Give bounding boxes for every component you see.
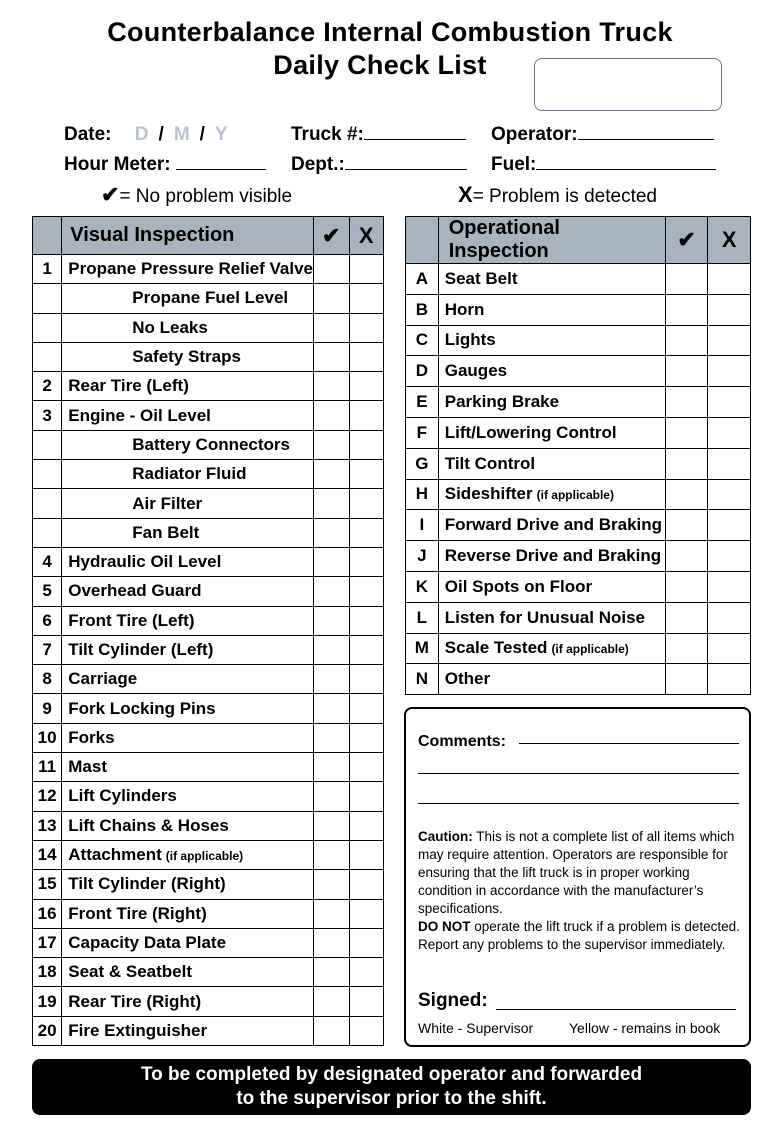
check-cell[interactable] [314,460,350,489]
table-row [406,387,751,418]
row-item [62,899,314,928]
fuel-field[interactable] [491,154,716,176]
x-cell[interactable] [349,840,383,869]
row-item [438,417,665,448]
x-cell[interactable] [349,401,383,430]
row-item [62,255,314,284]
table-row [406,541,751,572]
x-cell[interactable] [349,899,383,928]
item-label: Carriage [68,669,138,689]
row-item [62,958,314,987]
item-note: (if applicable) [165,849,244,864]
table-row [33,430,384,459]
dept-field[interactable] [291,154,467,176]
table-row [33,694,384,723]
check-cell[interactable] [314,899,350,928]
hour-meter-label: Hour Meter: [64,154,171,175]
row-item [438,325,665,356]
table-row [33,928,384,957]
row-item [62,811,314,840]
x-cell[interactable] [349,547,383,576]
x-cell[interactable] [349,987,383,1016]
table-row [406,356,751,387]
x-cell[interactable] [349,928,383,957]
x-cell[interactable] [708,633,751,664]
row-number: L [406,602,439,633]
item-label: Reverse Drive and Braking [444,546,662,566]
row-number: 9 [33,694,62,723]
fuel-label: Fuel: [491,154,537,175]
legend-check: ✔= No problem visible [101,182,293,207]
table-row [406,417,751,448]
form-title: Counterbalance Internal Combustion Truck [107,17,673,47]
date-day-placeholder[interactable]: D [134,124,149,145]
check-cell[interactable] [665,510,708,541]
checkmark-icon: ✔ [665,217,708,264]
x-cell[interactable] [708,294,751,325]
x-cell[interactable] [349,518,383,547]
check-cell[interactable] [665,417,708,448]
copy-white-note: White - Supervisor [418,1020,534,1036]
row-number: J [406,541,439,572]
x-cell[interactable] [708,541,751,572]
item-label: Safety Straps [132,347,241,367]
row-number [33,518,62,547]
x-cell[interactable] [349,430,383,459]
item-label: Mast [68,757,107,777]
caution-notice: Caution: This is not a complete list of all items which may require attention. Operators are responsible for ensuring that the lift truck is in proper working condition in accordance with the manufacturer’s specifications. DO NOT operate the lift truck if a problem is detected. Report any problems to the supervisor immediately. [418,829,740,952]
row-item [62,694,314,723]
item-label: Fork Locking Pins [68,698,216,718]
table-row [406,294,751,325]
checkmark-icon: ✔ [314,217,350,255]
row-item [62,665,314,694]
check-cell[interactable] [665,356,708,387]
table-row [33,577,384,606]
row-item [438,602,665,633]
comments-line-2[interactable] [418,773,739,774]
check-cell[interactable] [314,489,350,518]
visual-inspection-table [32,216,384,1046]
table-row [406,264,751,295]
check-cell[interactable] [665,325,708,356]
comments-label: Comments: [418,733,507,750]
row-number [33,313,62,342]
row-item [62,577,314,606]
row-item [438,387,665,418]
row-number: E [406,387,439,418]
truck-label: Truck #: [291,124,364,145]
row-number: 13 [33,811,62,840]
table-row [33,899,384,928]
item-note: (if applicable) [536,488,614,503]
x-cell[interactable] [708,325,751,356]
comments-line-3[interactable] [418,803,739,804]
row-number: 17 [33,928,62,957]
row-number [33,489,62,518]
check-cell[interactable] [314,665,350,694]
row-number [33,430,62,459]
check-cell[interactable] [314,313,350,342]
row-number: I [406,510,439,541]
row-number: B [406,294,439,325]
x-cell[interactable] [349,313,383,342]
truck-number-field[interactable] [291,124,466,146]
table-row [33,1016,384,1045]
row-item [62,753,314,782]
table-row [406,664,751,695]
row-item [62,606,314,635]
row-item [438,571,665,602]
row-number [33,284,62,313]
check-cell[interactable] [314,372,350,401]
item-label: Listen for Unusual Noise [444,607,645,627]
x-cell[interactable] [708,571,751,602]
item-label: Front Tire (Right) [68,903,207,923]
item-label: Scale Tested [444,638,548,658]
item-label: Rear Tire (Left) [68,376,189,396]
row-item [62,928,314,957]
hour-meter-line[interactable] [176,156,266,170]
check-cell[interactable] [314,723,350,752]
table-row [33,489,384,518]
table-row [406,602,751,633]
table-row [33,665,384,694]
x-cell[interactable] [349,372,383,401]
check-cell[interactable] [314,606,350,635]
table-row [406,571,751,602]
table-row [406,633,751,664]
row-number: A [406,264,439,295]
item-label: Seat & Seatbelt [68,962,193,982]
x-cell[interactable] [349,958,383,987]
x-cell[interactable] [708,664,751,695]
table-row [33,753,384,782]
table-row [406,479,751,510]
item-label: Capacity Data Plate [68,932,227,952]
x-cell[interactable] [349,753,383,782]
item-label: Lift/Lowering Control [444,422,617,442]
x-cell[interactable] [349,255,383,284]
item-label: Lift Chains & Hoses [68,815,229,835]
item-label: Attachment [68,845,162,865]
row-item [62,723,314,752]
item-label: Other [444,669,491,689]
item-label: Lights [444,330,496,350]
item-label: Front Tire (Left) [68,610,195,630]
row-item [62,1016,314,1045]
date-label: Date: [64,124,112,145]
row-item [438,264,665,295]
row-item [62,401,314,430]
x-mark-icon: X [349,217,383,255]
item-label: Engine - Oil Level [68,405,211,425]
comments-box [404,707,751,1047]
row-item [62,635,314,664]
dept-label: Dept.: [291,154,345,175]
row-item [438,356,665,387]
date-month-placeholder[interactable]: M [173,124,190,145]
table-row [33,811,384,840]
item-label: Radiator Fluid [132,464,247,484]
row-number: 3 [33,401,62,430]
row-item [438,664,665,695]
check-cell[interactable] [314,577,350,606]
item-label: No Leaks [132,317,208,337]
check-cell[interactable] [314,518,350,547]
row-item [62,518,314,547]
check-cell[interactable] [314,547,350,576]
footer-line-2: to the supervisor prior to the shift. [236,1088,547,1109]
x-cell[interactable] [708,417,751,448]
x-cell[interactable] [708,448,751,479]
x-cell[interactable] [349,342,383,371]
row-number: 15 [33,870,62,899]
row-item [438,541,665,572]
row-item [438,294,665,325]
item-label: Fire Extinguisher [68,1020,208,1040]
row-number: 6 [33,606,62,635]
table-row [33,372,384,401]
row-number: H [406,479,439,510]
operator-line[interactable] [578,126,714,140]
check-cell[interactable] [314,694,350,723]
row-item [62,284,314,313]
check-cell[interactable] [314,401,350,430]
check-cell[interactable] [314,284,350,313]
row-number [33,342,62,371]
item-label: Lift Cylinders [68,786,177,806]
check-cell[interactable] [314,255,350,284]
table-row [406,325,751,356]
check-cell[interactable] [314,342,350,371]
table-row [33,313,384,342]
row-number: N [406,664,439,695]
row-item [438,633,665,664]
check-cell[interactable] [314,840,350,869]
dept-line[interactable] [345,156,467,170]
check-cell[interactable] [665,387,708,418]
x-mark-icon: X [458,182,473,207]
stamp-box[interactable] [534,58,722,111]
item-label: Rear Tire (Right) [68,991,202,1011]
row-number: 1 [33,255,62,284]
operator-label: Operator: [491,124,578,145]
check-cell[interactable] [665,448,708,479]
item-label: Propane Pressure Relief Valve [68,259,313,279]
x-cell[interactable] [349,1016,383,1045]
item-label: Oil Spots on Floor [444,576,593,596]
table-row [33,987,384,1016]
row-number: 18 [33,958,62,987]
table-row [406,448,751,479]
row-item [62,987,314,1016]
row-number: C [406,325,439,356]
table-row [33,782,384,811]
table-row [33,518,384,547]
truck-number-line[interactable] [364,126,466,140]
item-label: Battery Connectors [132,434,291,454]
x-cell[interactable] [708,602,751,633]
check-cell[interactable] [665,479,708,510]
table-row [33,401,384,430]
legend-x: X= Problem is detected [458,182,657,207]
item-label: Tilt Cylinder (Left) [68,640,214,659]
row-number: G [406,448,439,479]
row-item [438,448,665,479]
table-row [33,606,384,635]
x-cell[interactable] [708,510,751,541]
row-number: M [406,633,439,664]
x-cell[interactable] [349,489,383,518]
table-row [33,342,384,371]
row-item [438,510,665,541]
check-cell[interactable] [314,958,350,987]
item-label: Sideshifter [444,484,533,504]
operational-inspection-header: Operational Inspection [438,217,665,264]
table-row [33,870,384,899]
table-row [33,255,384,284]
row-number: 7 [33,635,62,664]
copy-yellow-note: Yellow - remains in book [569,1020,721,1036]
row-item [62,489,314,518]
check-cell[interactable] [314,753,350,782]
table-row [33,547,384,576]
row-item [62,870,314,899]
check-cell[interactable] [665,541,708,572]
comments-line-1[interactable] [519,743,739,744]
row-number: 2 [33,372,62,401]
row-number: F [406,417,439,448]
check-cell[interactable] [665,294,708,325]
check-cell[interactable] [314,635,350,664]
item-label: Tilt Control [444,453,536,473]
table-row [33,958,384,987]
row-number: 12 [33,782,62,811]
table-row [33,635,384,664]
operational-inspection-table [405,216,751,695]
x-cell[interactable] [708,356,751,387]
x-cell[interactable] [349,694,383,723]
x-cell[interactable] [349,811,383,840]
x-cell[interactable] [349,635,383,664]
check-cell[interactable] [314,870,350,899]
form-subtitle: Daily Check List [273,50,487,80]
row-number: 10 [33,723,62,752]
item-note: (if applicable) [551,642,629,657]
item-label: Propane Fuel Level [132,288,289,308]
x-cell[interactable] [349,665,383,694]
check-cell[interactable] [665,264,708,295]
row-item [62,840,314,869]
table-row [33,460,384,489]
row-item [62,782,314,811]
item-label: Overhead Guard [68,581,202,601]
row-item [438,479,665,510]
row-number: K [406,571,439,602]
date-field[interactable]: Date: D / M / Y [64,124,228,145]
x-cell[interactable] [349,723,383,752]
operator-field[interactable] [491,124,714,146]
x-cell[interactable] [708,264,751,295]
x-cell[interactable] [349,460,383,489]
footer-banner [32,1059,751,1115]
x-cell[interactable] [349,782,383,811]
item-label: Hydraulic Oil Level [68,552,222,572]
item-label: Fan Belt [132,522,200,542]
table-row [33,840,384,869]
x-cell[interactable] [708,387,751,418]
check-cell[interactable] [665,602,708,633]
check-cell[interactable] [665,633,708,664]
row-number: 14 [33,840,62,869]
check-cell[interactable] [314,430,350,459]
item-label: Forward Drive and Braking [444,515,663,535]
row-number: 5 [33,577,62,606]
x-cell[interactable] [349,870,383,899]
row-number: 11 [33,753,62,782]
item-label: Air Filter [132,493,203,513]
item-label: Forks [68,727,115,747]
checkmark-icon: ✔ [101,182,120,207]
check-cell[interactable] [314,987,350,1016]
fuel-line[interactable] [536,156,716,170]
x-cell[interactable] [349,284,383,313]
item-label: Tilt Cylinder (Right) [68,874,226,894]
row-number: 8 [33,665,62,694]
check-cell[interactable] [665,664,708,695]
row-item [62,547,314,576]
row-number: 16 [33,899,62,928]
check-cell[interactable] [314,1016,350,1045]
row-item [62,313,314,342]
table-row [33,723,384,752]
item-label: Parking Brake [444,392,560,412]
row-number [33,460,62,489]
check-cell[interactable] [314,811,350,840]
x-cell[interactable] [708,479,751,510]
hour-meter-field[interactable] [64,154,266,176]
item-label: Gauges [444,361,508,381]
x-mark-icon: X [708,217,751,264]
check-cell[interactable] [314,782,350,811]
row-item [62,342,314,371]
row-number: 4 [33,547,62,576]
date-year-placeholder[interactable]: Y [214,124,228,145]
check-cell[interactable] [314,928,350,957]
visual-inspection-header: Visual Inspection [62,217,314,255]
signature-line[interactable] [496,1009,736,1010]
row-number: D [406,356,439,387]
row-item [62,430,314,459]
item-label: Seat Belt [444,268,518,288]
row-item [62,372,314,401]
item-label: Horn [444,299,485,319]
table-row [406,510,751,541]
check-cell[interactable] [665,571,708,602]
x-cell[interactable] [349,606,383,635]
x-cell[interactable] [349,577,383,606]
signed-label: Signed: [418,990,488,1011]
row-number: 20 [33,1016,62,1045]
row-number: 19 [33,987,62,1016]
footer-line-1: To be completed by designated operator and forwarded [140,1064,643,1085]
row-item [62,460,314,489]
table-row [33,284,384,313]
